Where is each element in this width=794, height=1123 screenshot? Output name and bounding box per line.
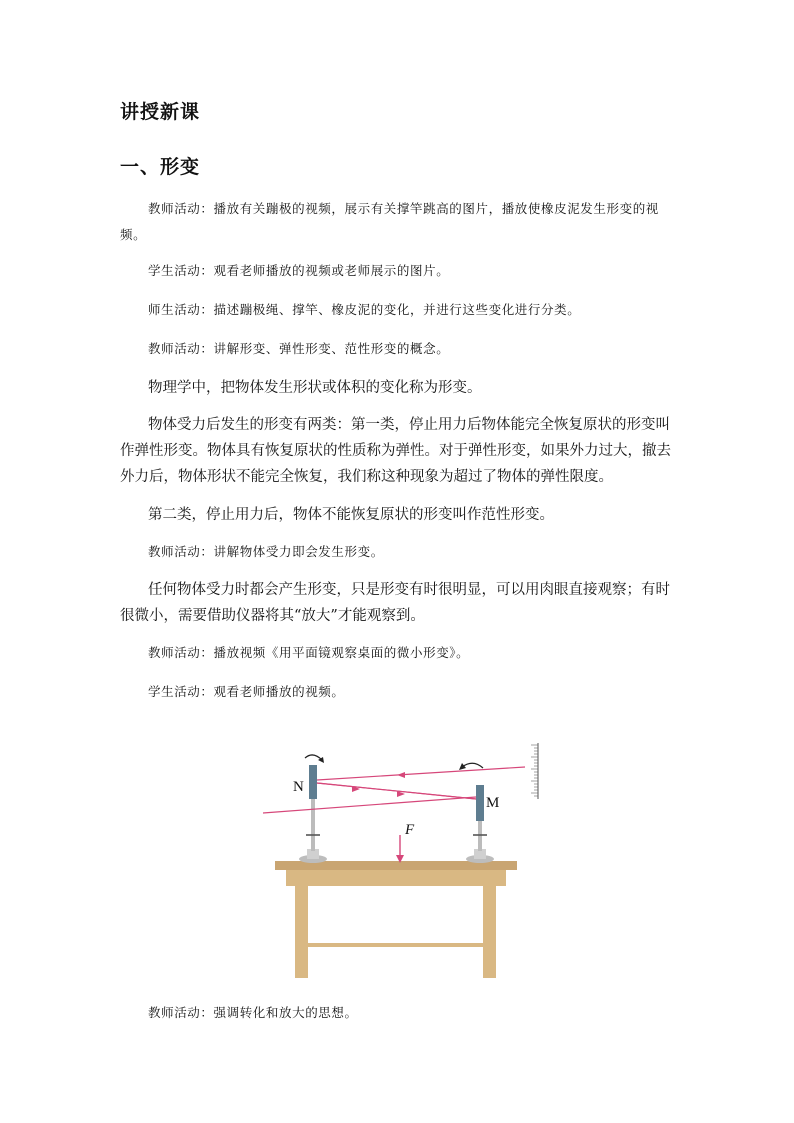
paragraph-teacher-activity-2: 教师活动：讲解形变、弹性形变、范性形变的概念。 bbox=[148, 341, 450, 356]
table-leg-right bbox=[483, 886, 496, 978]
paragraph-teacher-activity-5: 教师活动：强调转化和放大的思想。 bbox=[148, 1005, 358, 1020]
paragraph-student-activity-1: 学生活动：观看老师播放的视频或老师展示的图片。 bbox=[148, 263, 450, 278]
subsection-title: 一、形变 bbox=[120, 156, 201, 178]
table-crossbar bbox=[308, 943, 483, 947]
paragraph-joint-activity: 师生活动：描述蹦极绳、撑竿、橡皮泥的变化，并进行这些变化进行分类。 bbox=[148, 302, 581, 317]
table-leg-left bbox=[295, 886, 308, 978]
mirror-experiment-figure bbox=[255, 735, 545, 985]
label-m: M bbox=[486, 795, 500, 811]
measuring-scale bbox=[531, 743, 538, 799]
section-title: 讲授新课 bbox=[120, 101, 201, 123]
ray-arrow-upper bbox=[397, 772, 405, 778]
paragraph-deformation-definition: 物理学中，把物体发生形状或体积的变化称为形变。 bbox=[148, 380, 482, 396]
paragraph-student-activity-2: 学生活动：观看老师播放的视频。 bbox=[148, 684, 345, 699]
paragraph-teacher-activity-3: 教师活动：讲解物体受力即会发生形变。 bbox=[148, 544, 384, 559]
label-f: F bbox=[405, 822, 415, 838]
label-n: N bbox=[293, 779, 304, 795]
paragraph-teacher-activity-4: 教师活动：播放视频《用平面镜观察桌面的微小形变》。 bbox=[148, 645, 470, 660]
paragraph-plastic-deformation: 第二类，停止用力后，物体不能恢复原状的形变叫作范性形变。 bbox=[148, 507, 554, 523]
mirror-n bbox=[309, 765, 317, 799]
paragraph-tiny-deformation: 任何物体受力时都会产生形变，只是形变有时很明显，可以用肉眼直接观察；有时很微小，需要借助仪器将其“放大”才能观察到。 bbox=[120, 582, 670, 624]
table-apron bbox=[286, 870, 506, 886]
paragraph-teacher-activity-1: 教师活动：播放有关蹦极的视频，展示有关撑竿跳高的图片，播放使橡皮泥发生形变的视频。 bbox=[120, 201, 659, 242]
paragraph-elastic-deformation: 物体受力后发生的形变有两类：第一类，停止用力后物体能完全恢复原状的形变叫作弹性形变。物体具有恢复原状的性质称为弹性。对于弹性形变，如果外力过大，撤去外力后，物体形状不能完全恢复，我们称这种现象为超过了物体的弹性限度。 bbox=[120, 417, 671, 485]
mirror-m bbox=[476, 785, 484, 821]
